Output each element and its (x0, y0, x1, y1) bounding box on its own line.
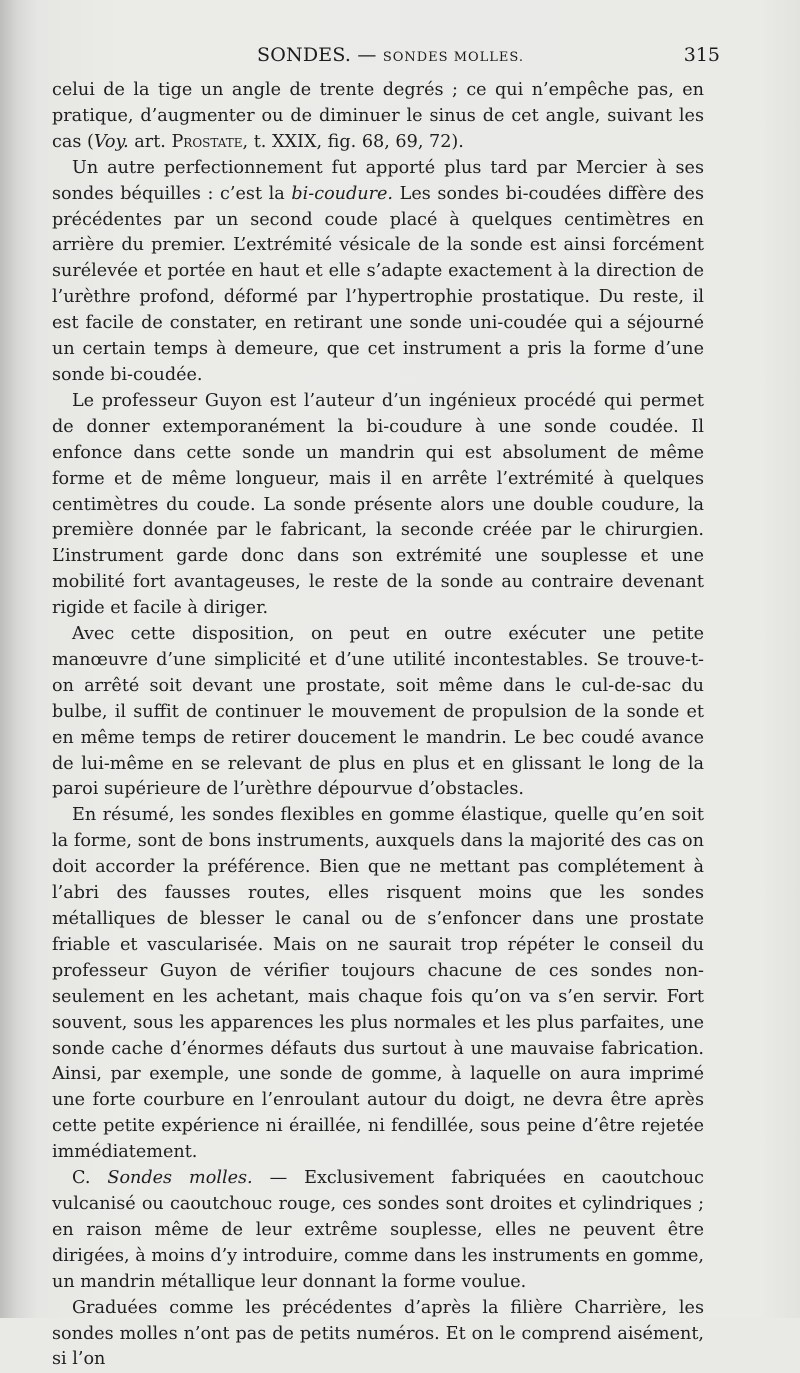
text-run: celui de la tige un angle de trente degrés ; ce qui n’empêche pas, en pratique, d’augmenter ou de diminuer le sinus de cet angle, suivant les cas ( (52, 80, 704, 152)
paragraph (52, 389, 704, 622)
header-subtitle: SONDES MOLLES. (382, 50, 525, 65)
text-run: Graduées comme les précédentes d’après la filière Charrière, les sondes molles n’ont pas de petits numéros. Et on le comprend aisément, si l’on (52, 1297, 704, 1370)
paragraph (52, 78, 704, 156)
text-run: , t. XXIX, fig. 68, 69, 72). (242, 131, 464, 152)
text-run: Les sondes bi-coudées diffère des précédentes par un second coude placé à quelques centimètres en arrière du premier. L’extrémité vésicale de la sonde est ainsi forcément surélevée et portée en haut et elle s’adapte exactement à la direction de l’urèthre profond, déformé par l’hypertrophie prostatique. Du reste, il est facile de constater, en retirant une sonde uni-coudée qui a séjourné un certain temps à demeure, que cet instrument a pris la forme d’une sonde bi-coudée. (52, 183, 704, 385)
text-run: — Exclusivement fabriquées en caoutchouc vulcanisé ou caoutchouc rouge, ces sondes sont droites et cylindriques ; en raison même de leur extrême souplesse, elles ne peuvent être dirigées, à moins d’y introduire, comme dans les instruments en gomme, un mandrin métallique leur donnant la forme voulue. (52, 1168, 704, 1292)
paragraph (52, 1296, 704, 1373)
paragraph (52, 622, 704, 803)
text-run: Avec cette disposition, on peut en outre exécuter une petite manœuvre d’une simplicité et d’une utilité incontestables. Se trouve-t-on arrêté soit devant une prostate, soit même dans le cul-de-sac du bulbe, il suffit de continuer le mouvement de propulsion de la sonde et en même temps de retirer doucement le mandrin. Le bec coudé avance de lui-même en se relevant de plus en plus et en glissant le long de la paroi supérieure de l’urèthre dépourvue d’obstacles. (52, 624, 704, 800)
italic-text: Voy. (93, 131, 129, 152)
header-dash: — (357, 44, 377, 66)
text-run: art. (128, 131, 172, 152)
text-run: C. (72, 1168, 108, 1189)
paragraph (52, 156, 704, 389)
text-run: Le professeur Guyon est l’auteur d’un ingénieux procédé qui permet de donner extemporanément la bi-coudure à une sonde coudée. Il enfonce dans cette sonde un mandrin qui est absolument de même forme et de même longueur, mais il en arrête l’extrémité à quelques centimètres du coude. La sonde présente alors une double coudure, la première donnée par le fabricant, la seconde créée par le chirurgien. L’instrument garde donc dans son extrémité une souplesse et une mobilité fort avantageuses, le reste de la sonde au contraire devenant rigide et facile à diriger. (52, 390, 704, 619)
paragraph (52, 803, 704, 1166)
smallcaps-text: Prostate (171, 131, 243, 152)
text-run: Un autre perfectionnement fut apporté plus tard par Mercier à ses sondes béquilles : c’est la (52, 157, 704, 204)
header-main-title: SONDES. (257, 44, 352, 66)
italic-text: Sondes molles. (107, 1168, 253, 1189)
italic-text: bi-coudure. (291, 183, 394, 204)
body-text (52, 78, 704, 1373)
page-number: 315 (683, 44, 720, 66)
header-title (257, 44, 524, 66)
text-run: En résumé, les sondes flexibles en gomme élastique, quelle qu’en soit la forme, sont de bons instruments, auxquels dans la majorité des cas on doit accorder la préférence. Bien que ne mettant pas complétement à l’abri des fausses routes, elles risquent moins que les sondes métalliques de blesser le canal ou de s’enfoncer dans une prostate friable et vascularisée. Mais on ne saurait trop répéter le conseil du professeur Guyon de vérifier toujours chacune de ces sondes non-seulement en les achetant, mais chaque fois qu’on va s’en servir. Fort souvent, sous les apparences les plus normales et les plus parfaites, une sonde cache d’énormes défauts dus surtout à une mauvaise fabrication. Ainsi, par exemple, une sonde de gomme, à laquelle on aura imprimé une forte courbure en l’enroulant autour du doigt, ne devra être après cette petite expérience ni éraillée, ni fendillée, sous peine d’être rejetée immédiatement. (52, 805, 704, 1163)
paragraph (52, 1166, 704, 1296)
